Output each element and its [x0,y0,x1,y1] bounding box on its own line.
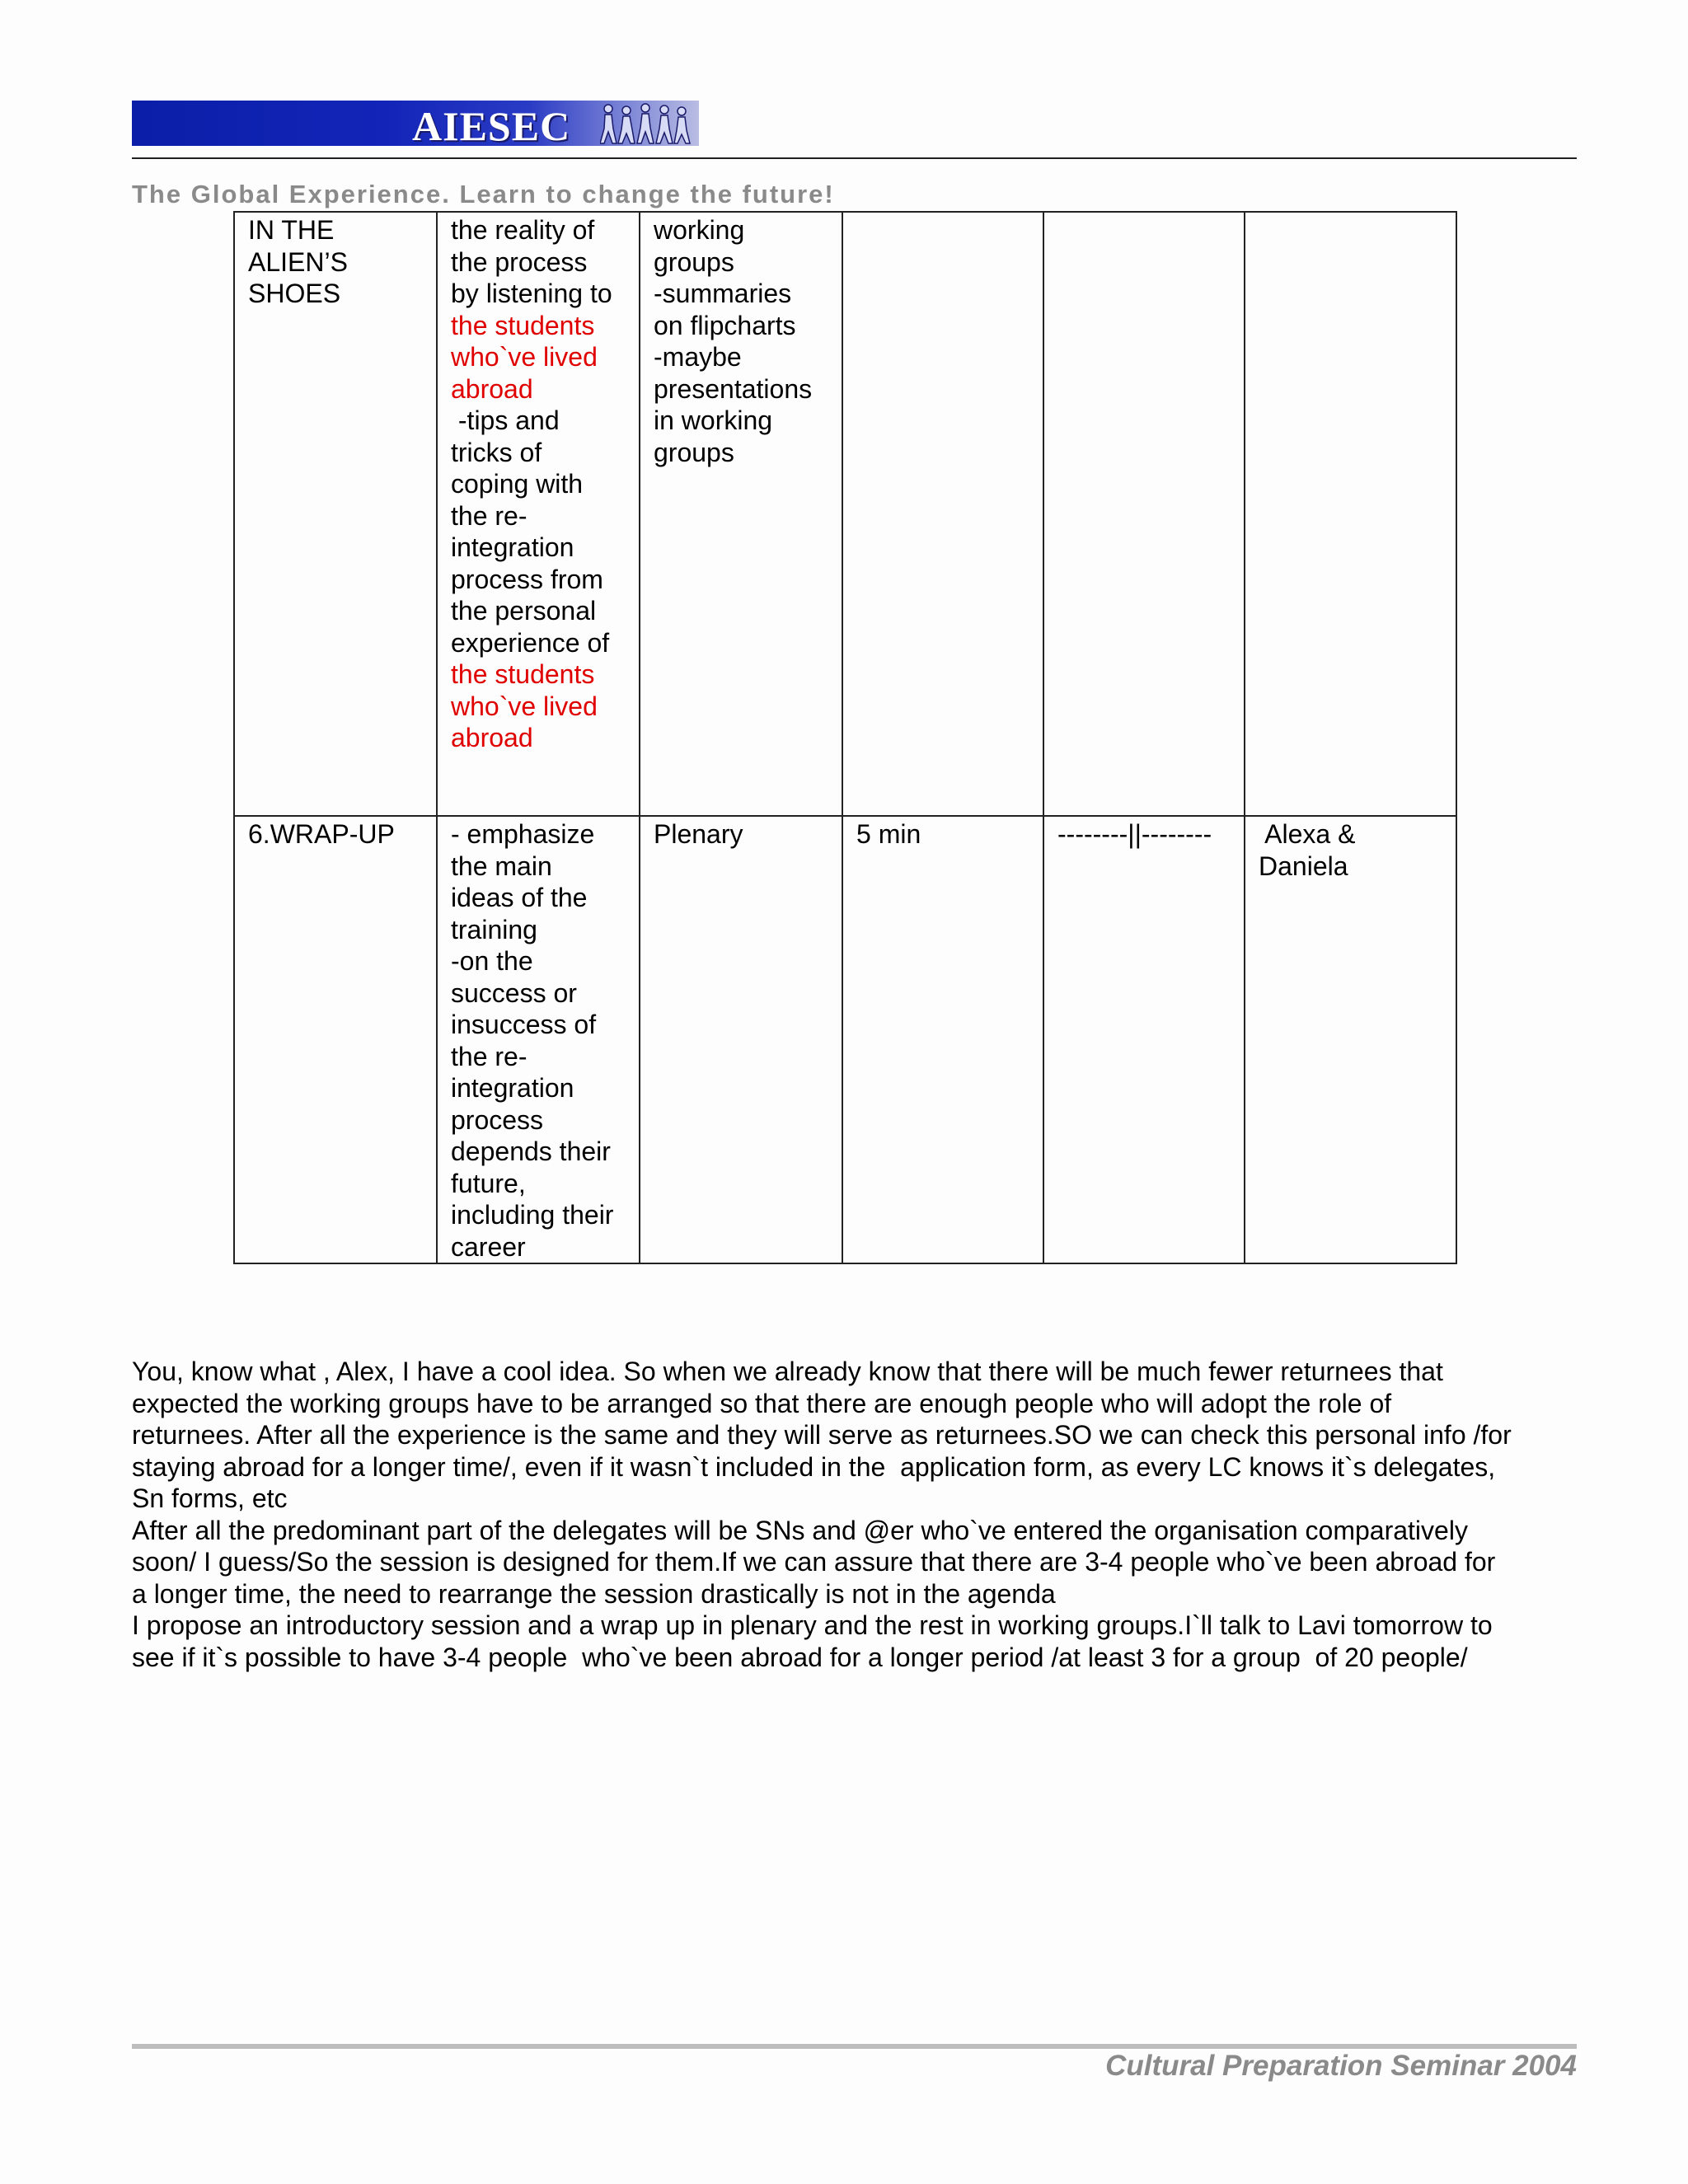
footer-divider [132,2044,1577,2049]
cell-text-line: the students [451,659,595,689]
cell-text-line: the personal [451,596,597,626]
body-text-line: staying abroad for a longer time/, even if it wasn`t included in the application form, as every LC knows it`s delegates, [132,1451,1496,1482]
content-cell [437,212,640,816]
cell-text-line: coping with [451,469,584,499]
cell-text-line: groups [654,246,734,277]
cell-text-line: Alexa & [1259,819,1356,849]
cell-text-line: tricks of [451,437,542,467]
table-row [234,816,1456,1263]
tagline: The Global Experience. Learn to change the future! [132,180,835,209]
cell-text-line: -maybe [654,342,742,372]
body-text-line: You, know what , Alex, I have a cool idea. So when we already know that there will be much fewer returnees that [132,1357,1443,1386]
cell-text-line: insuccess of [451,1010,597,1039]
cell-text-line: -tips and [451,405,560,435]
cell-text-line: on flipcharts [654,310,796,340]
body-text-line: After all the predominant part of the delegates will be SNs and @er who`ve entered the organisation comparatively [132,1515,1468,1545]
cell-text-line: integration [451,532,574,562]
cell-text-line: 6.WRAP-UP [248,819,395,849]
cell-text-line: the process [451,246,588,277]
cell-text-line: experience of [451,627,610,658]
cell-text-line: the main [451,851,552,881]
materials-cell [1043,816,1245,1263]
cell-text-line: 5 min [856,819,921,849]
session-name-cell [234,212,437,816]
method-cell [640,816,842,1263]
session-name-cell [234,816,437,1263]
cell-text-line: who`ve lived [451,691,598,721]
cell-text-line: process from [451,564,603,594]
cell-text-line: SHOES [248,279,341,308]
cell-text-line: training [451,914,537,944]
cell-text-line: abroad [451,373,533,404]
note-paragraph [132,1356,1582,1673]
time-cell [842,816,1043,1263]
cell-text-line: presentations [654,373,813,404]
cell-text-line: who`ve lived [451,342,598,372]
people-silhouettes-icon [600,102,691,145]
cell-text-line: including their [451,1200,614,1230]
cell-text-line: Daniela [1259,851,1348,881]
cell-text-line: process [451,1104,544,1135]
method-cell [640,212,842,816]
session-table [233,211,1457,1264]
cell-text-line: - emphasize [451,819,595,849]
cell-text-line: ideas of the [451,883,588,912]
cell-text-line: working [654,215,745,245]
header-banner [132,101,699,149]
body-text-line: returnees. After all the experience is the same and they will serve as returnees.SO we can check this personal info /for [132,1420,1512,1450]
cell-text-line: IN THE [248,215,335,245]
body-text-line: expected the working groups have to be arranged so that there are enough people who will adopt the role of [132,1388,1392,1418]
content-cell [437,816,640,1263]
cell-text-line: the reality of [451,215,595,245]
body-text-line: see if it`s possible to have 3-4 people who`ve been abroad for a longer period /at least 3 for a group of 20 people/ [132,1642,1468,1672]
body-text-line: a longer time, the need to rearrange the session drastically is not in the agenda [132,1578,1056,1609]
cell-text-line: career [451,1231,526,1262]
cell-text-line: --------||-------- [1057,819,1212,849]
cell-text-line: future, [451,1168,526,1198]
footer-title: Cultural Preparation Seminar 2004 [1105,2050,1577,2082]
responsible-cell [1245,816,1456,1263]
cell-text-line: -summaries [654,279,792,308]
aiesec-logo: AIESEC [412,103,571,149]
header-divider [132,157,1577,159]
responsible-cell [1245,212,1456,816]
cell-text-line: the re- [451,500,528,531]
cell-text-line: integration [451,1073,574,1103]
cell-text-line: ALIEN’S [248,246,348,277]
body-text-line: soon/ I guess/So the session is designed for them.If we can assure that there are 3-4 people who`ve been abroad for [132,1547,1496,1577]
cell-text-line: Plenary [654,819,743,849]
materials-cell [1043,212,1245,816]
cell-text-line: depends their [451,1137,611,1166]
table-row [234,212,1456,816]
cell-text-line: by listening to [451,279,612,308]
cell-text-line: -on the [451,946,533,976]
cell-text-line: the re- [451,1041,528,1071]
time-cell [842,212,1043,816]
cell-text-line: the students [451,310,595,340]
cell-text-line: abroad [451,723,533,752]
body-text-line: I propose an introductory session and a wrap up in plenary and the rest in working groups.I`ll talk to Lavi tomorrow to [132,1610,1493,1640]
cell-text-line: success or [451,977,577,1008]
cell-text-line: groups [654,437,734,467]
cell-text-line: in working [654,405,773,435]
body-text-line: Sn forms, etc [132,1483,288,1513]
